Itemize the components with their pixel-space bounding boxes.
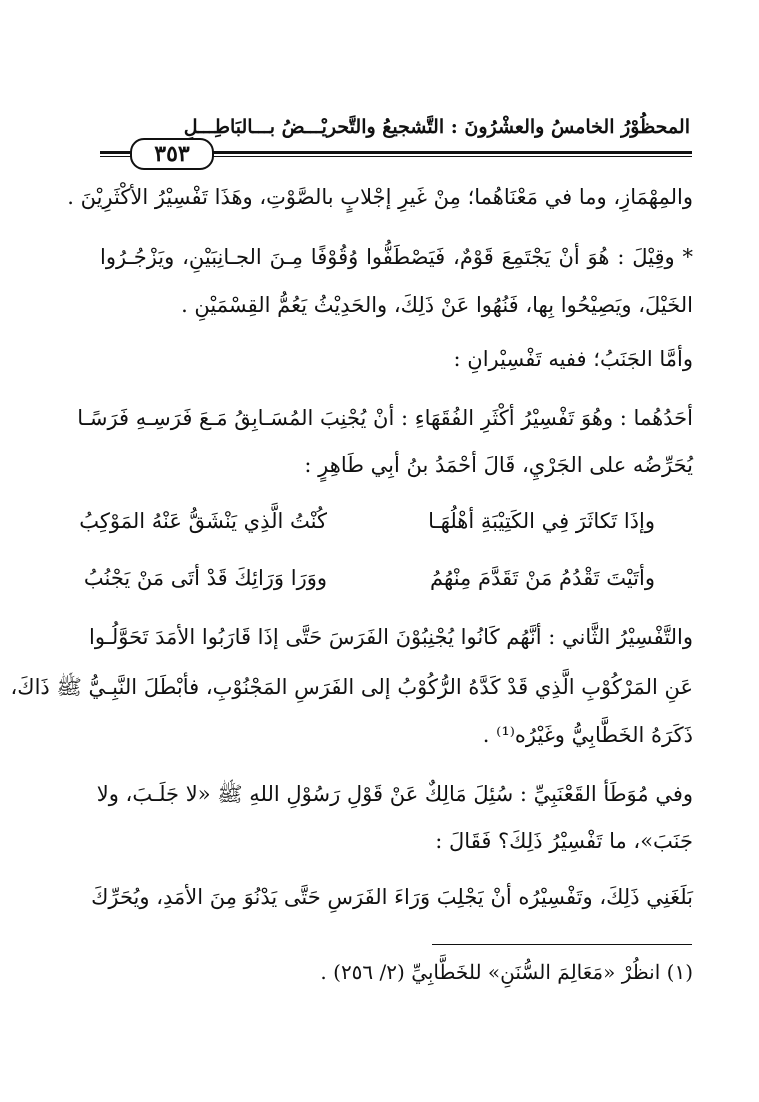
body-line-4: وأمَّا الجَنَبُ؛ ففيه تَفْسِيْرانِ :	[453, 347, 693, 371]
body-line-5: أحَدُهُما : وهُوَ تَفْسِيْرُ أكْثَرِ الفُقَهَاءِ : أنْ يُجْنِبَ المُسَـابِقُ مَـعَ فَرَسِـهِ فَرَسًـا	[77, 406, 693, 430]
body-line-12: بَلَغَنِي ذَلِكَ، وتَفْسِيْرُه أنْ يَجْلِبَ وَرَاءَ الفَرَسِ حَتَّى يَدْنُوَ مِنَ الأمَدِ، ويُحَرِّكَ	[91, 885, 693, 909]
body-line-3: الخَيْلَ، ويَصِيْحُوا بِها، فَنُهُوا عَنْ ذَلِكَ، والحَدِيْثُ يَعُمُّ القِسْمَيْنِ .	[181, 293, 693, 317]
verse-2-right: وأتَيْتَ تَقْدُمُ مَنْ تَقَدَّمَ مِنْهُمُ	[430, 566, 655, 590]
running-header: المحظُوْرُ الخامسُ والعشْرُونَ : التَّشجيعُ والتَّحريْـــضُ بـــالبَاطِـــلِ	[183, 116, 690, 138]
header-rule	[100, 138, 692, 168]
body-line-11: جَنَبَ»، ما تَفْسِيْرُ ذَلِكَ؟ فَقَالَ :	[435, 829, 693, 853]
footnote: (١) انظُرْ «مَعَالِمَ السُّنَنِ» للخَطَّابِيِّ (٢/ ٢٥٦) .	[320, 960, 693, 984]
verse-2-left: ووَرَا وَرَائِكَ قَدْ أتَى مَنْ يَجْنُبُ	[83, 566, 327, 590]
body-line-7: والتَّفْسِيْرُ الثَّاني : أنَّهُم كَانُوا يُجْنِبُوْنَ الفَرَسَ حَتَّى إذَا قَارَبُوا الأمَدَ تَحَوَّلُـوا	[88, 625, 693, 649]
verse-1-right: وإذَا تَكاثَرَ فِي الكَتِيْبَةِ أهْلُهَـا	[428, 509, 655, 533]
page-number: ٣٥٣	[130, 138, 214, 170]
body-line-1: والمِهْمَازِ، وما في مَعْنَاهُما؛ مِنْ غَيرِ إجْلابٍ بالصَّوْتِ، وهَذَا تَفْسِيْرُ الأكْثَرِيْنَ .	[67, 185, 693, 209]
verse-1-left: كُنْتُ الَّذِي يَنْشَقُّ عَنْهُ المَوْكِبُ	[79, 509, 327, 533]
body-line-6: يُحَرِّضُه على الجَرْيِ، قَالَ أحْمَدُ بنُ أبِي طَاهِرٍ :	[304, 453, 693, 477]
body-line-10: وفي مُوَطَأ القَعْنَبِيِّ : سُئِلَ مَالِكٌ عَنْ قَوْلِ رَسُوْلِ اللهِ ﷺ «لا جَلَـبَ، ولا	[96, 782, 693, 806]
footnote-rule	[432, 944, 692, 945]
body-line-2: * وقِيْلَ : هُوَ أنْ يَجْتَمِعَ قَوْمٌ، فَيَصْطَفُّوا وُقُوْفًا مِـنَ الجـانِبَيْنِ، ويَزْجُـرُوا	[100, 245, 693, 269]
body-line-9: ذَكَرَهُ الخَطَّابِيُّ وغَيْرُه⁽¹⁾ .	[482, 723, 693, 747]
body-line-8: عَنِ المَرْكُوْبِ الَّذِي قَدْ كَدَّهُ الرُّكُوْبُ إلى الفَرَسِ المَجْنُوْبِ، فأبْطَلَ النَّبِـيُّ ﷺ ذَاكَ،	[10, 675, 693, 699]
